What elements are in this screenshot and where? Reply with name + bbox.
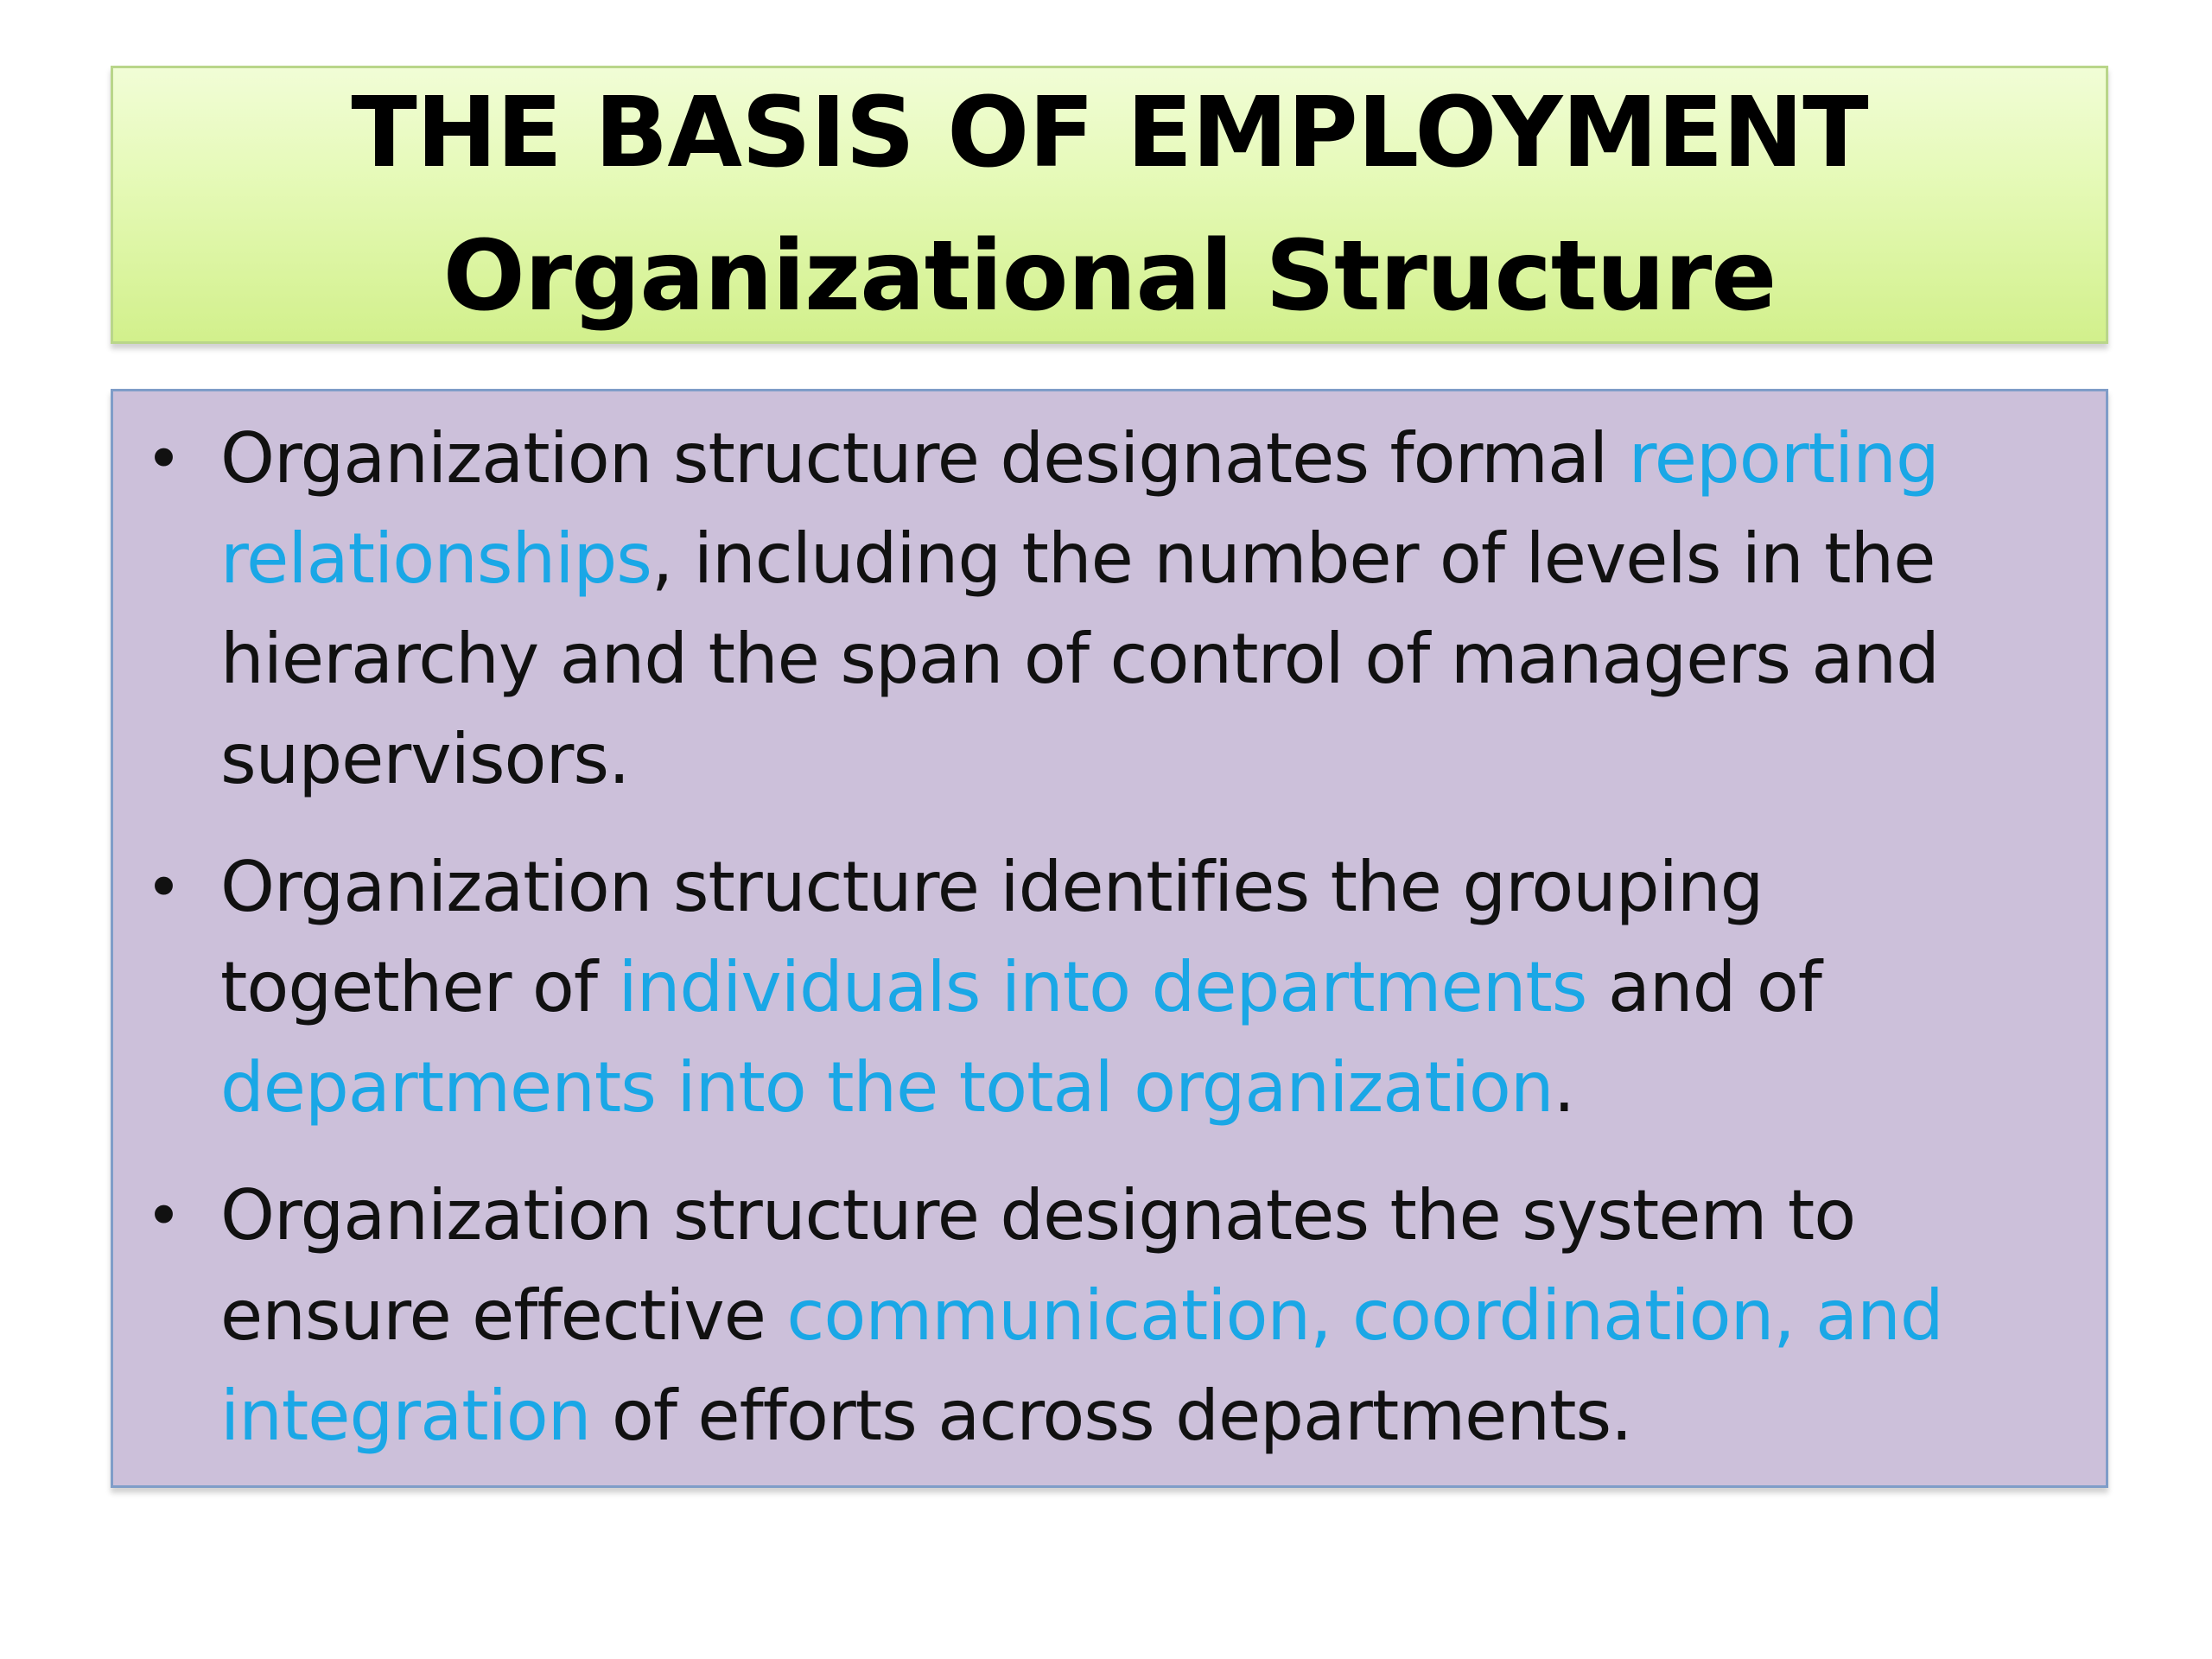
bullet-text: Organization structure designates the system to ensure effective <box>220 1175 1856 1356</box>
bullet-dot-icon: • <box>145 851 181 924</box>
bullet-text: . <box>1553 1047 1574 1128</box>
highlight-text: individuals into departments <box>618 947 1587 1027</box>
bullet-item-reporting <box>113 409 2071 810</box>
bullet-item-grouping <box>113 837 2071 1138</box>
bullet-dot-icon: • <box>145 423 181 495</box>
bullet-text: of efforts across departments. <box>590 1376 1632 1456</box>
highlight-text: departments into the total organization <box>220 1047 1554 1128</box>
bullet-item-system <box>113 1166 2071 1466</box>
highlight-text: reporting relationships <box>220 418 1939 599</box>
title-box <box>111 66 2108 344</box>
bullet-text: and of <box>1586 947 1821 1027</box>
title-line-1: THE BASIS OF EMPLOYMENT <box>351 77 1868 189</box>
bullet-text: , including the number of levels in the hierarchy and the span of control of managers and supervisors. <box>220 518 1939 799</box>
bullet-text: Organization structure designates formal <box>220 418 1629 499</box>
title-line-2: Organizational Structure <box>442 220 1777 333</box>
bullet-dot-icon: • <box>145 1179 181 1252</box>
highlight-text: communication, coordination, and integration <box>220 1275 1943 1456</box>
bullet-list <box>113 409 2071 1466</box>
content-box <box>111 389 2108 1488</box>
bullet-text: Organization structure identifies the grouping together of <box>220 847 1764 1027</box>
